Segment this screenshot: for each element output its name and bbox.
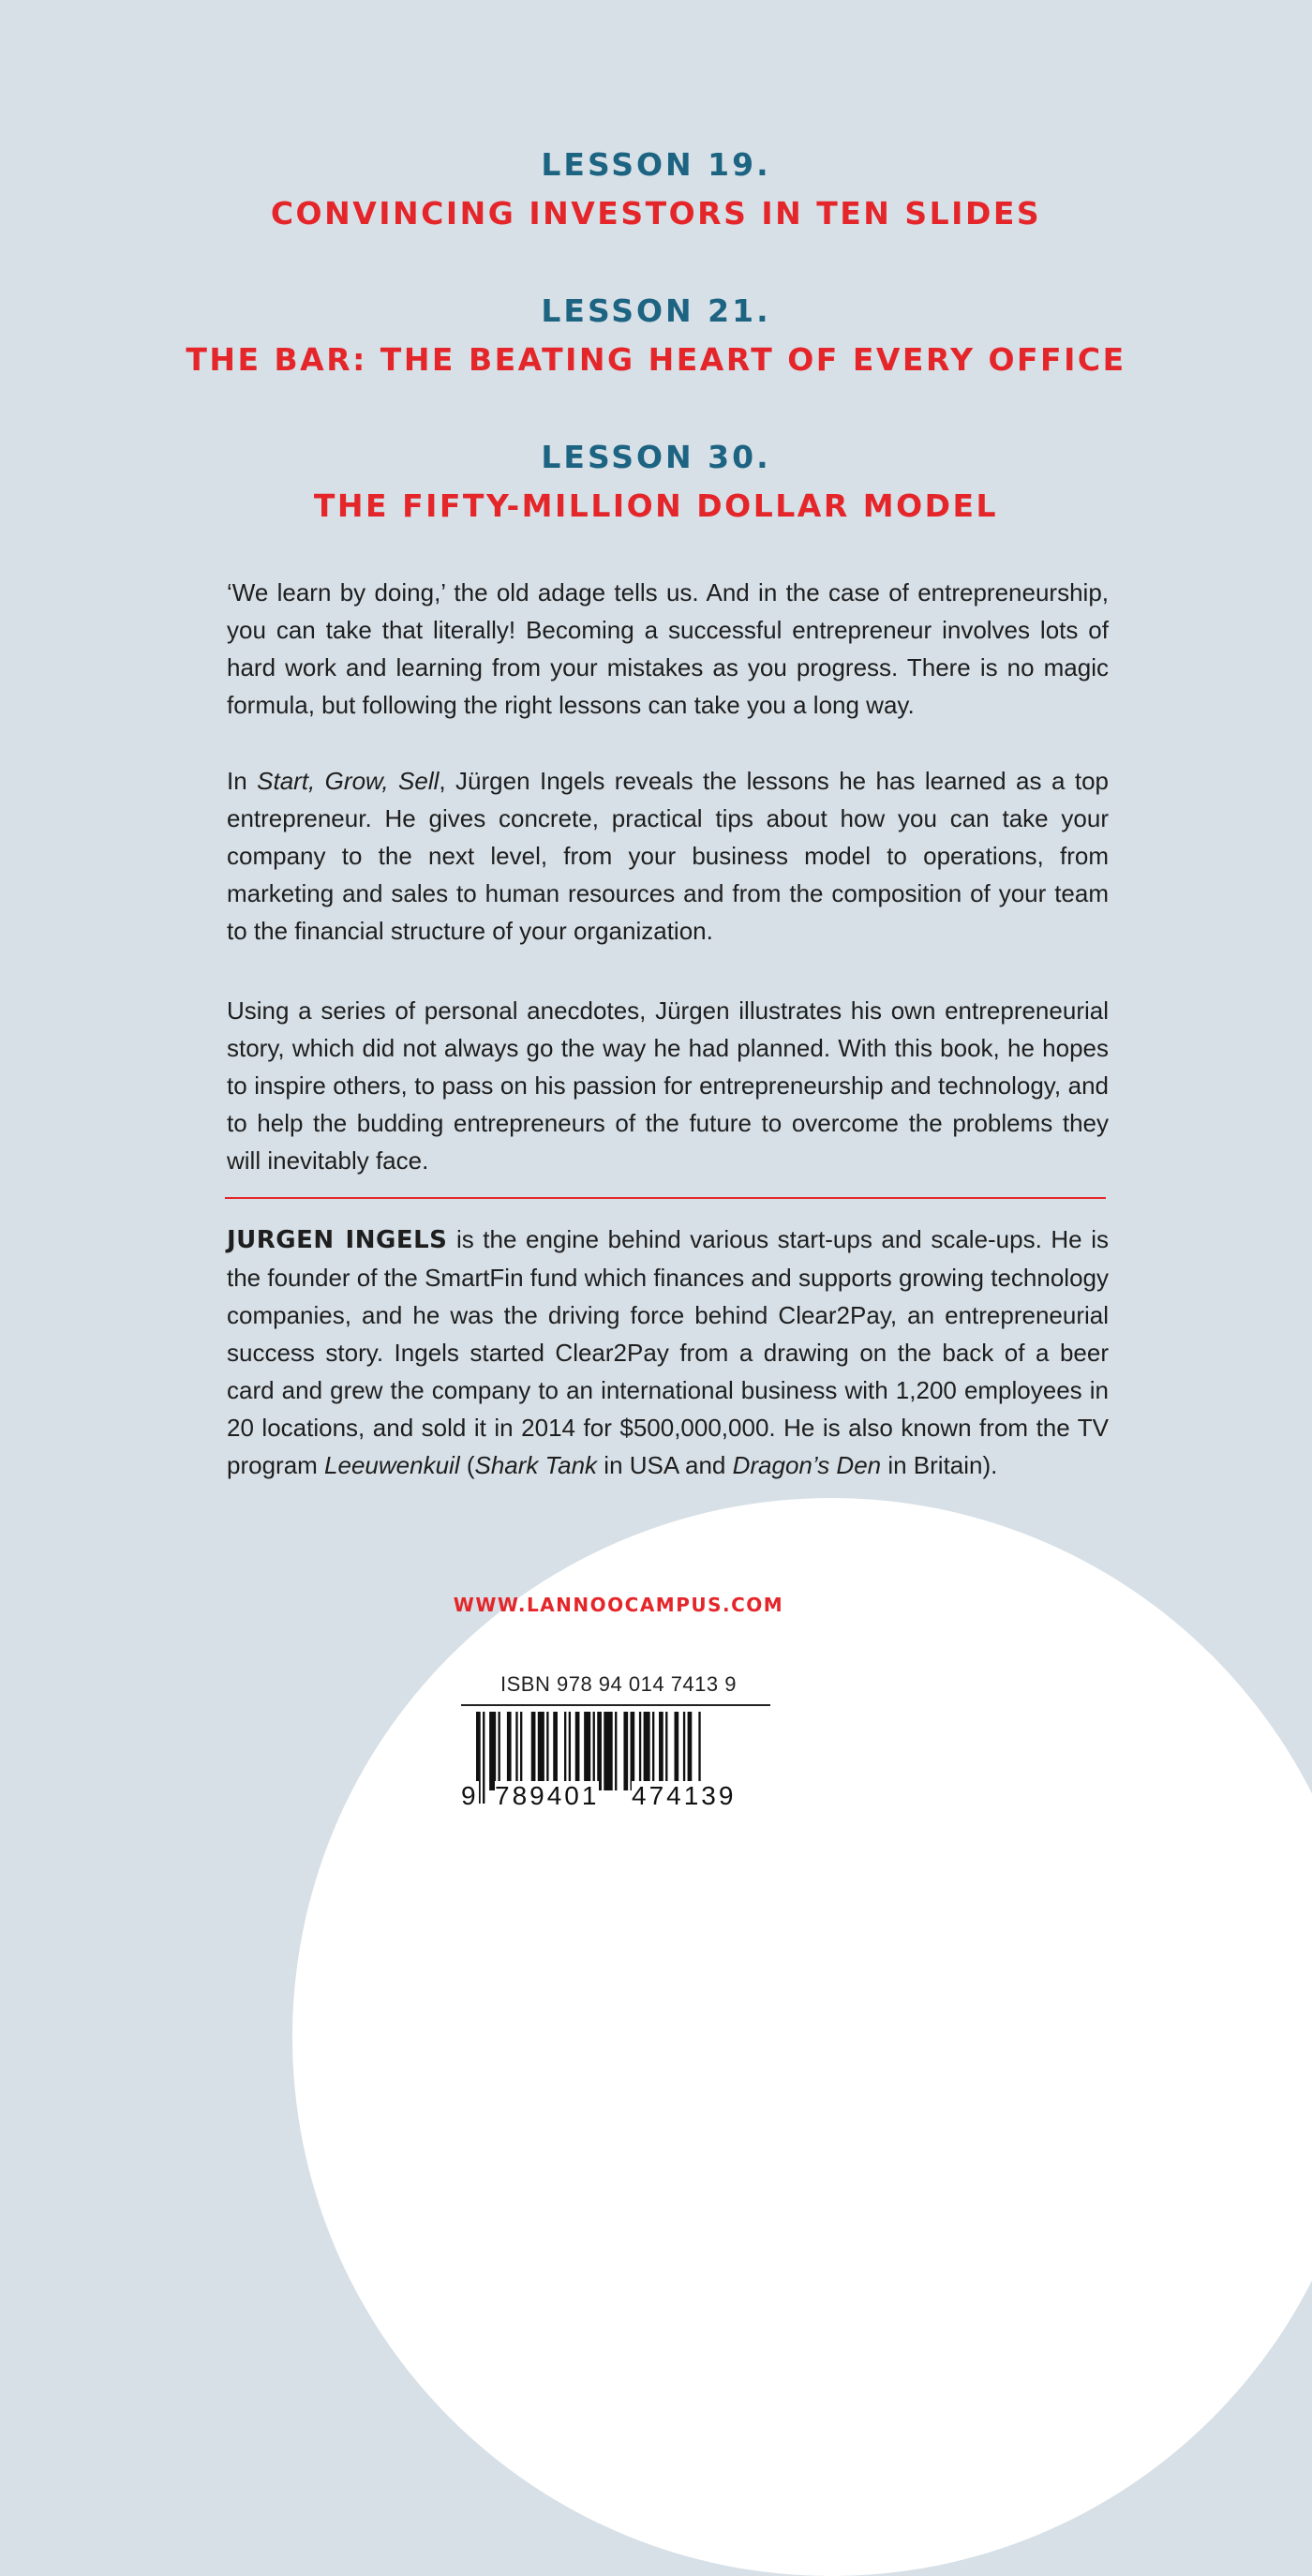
blurb-paragraph-2: [227, 762, 1109, 950]
bio-text: is the engine behind various start-ups and scale-ups. He is the founder of the SmartFin fund which finances and supports growing technology companies, and he was the driving force behind Clear2Pay, an entrepreneurial success story. Ingels started Clear2Pay from a drawing on the back of a beer card and grew the company to an international business with 1,200 employees in 20 locations, and sold it in 2014 for $500,000,000. He is also known from the TV program: [227, 1225, 1109, 1479]
lesson-title: THE FIFTY-MILLION DOLLAR MODEL: [313, 487, 999, 524]
lesson-heading-30: [0, 437, 1312, 529]
show-title: Shark Tank: [474, 1451, 598, 1479]
lesson-title: CONVINCING INVESTORS IN TEN SLIDES: [270, 195, 1042, 232]
lesson-heading-19: [0, 144, 1312, 236]
bio-text: (: [459, 1451, 475, 1479]
tv-program: Leeuwenkuil: [324, 1451, 460, 1479]
author-name: JURGEN INGELS: [227, 1226, 448, 1254]
paragraph-text: , Jürgen Ingels reveals the lessons he has learned as a top entrepreneur. He gives concrete, practical tips about how you can take your company to the next level, from your business model to operations, from marketing and sales to human resources and from the composition of your team to the financial structure of your organization.: [227, 767, 1109, 945]
lesson-number: LESSON 19.: [541, 146, 771, 183]
lesson-heading-21: [0, 291, 1312, 382]
barcode-digits-left: 789401: [495, 1781, 600, 1810]
bio-text: in USA and: [597, 1451, 733, 1479]
author-bio: [227, 1221, 1109, 1484]
show-title: Dragon’s Den: [732, 1451, 882, 1479]
lesson-number: LESSON 21.: [541, 292, 771, 329]
blurb-paragraph-1: ‘We learn by doing,’ the old adage tells us. And in the case of entrepreneurship, you can take that literally! Becoming a successful entrepreneur involves lots of hard work and learning from your mistakes as you progress. There is no magic formula, but following the right lessons can take you a long way.: [227, 578, 1109, 719]
barcode-digit-first: 9: [461, 1781, 479, 1810]
section-divider: [225, 1197, 1106, 1199]
bio-text: in Britain).: [881, 1451, 998, 1479]
isbn-label: ISBN 978 94 014 7413 9: [500, 1672, 737, 1696]
barcode-digits: [461, 1781, 770, 1815]
barcode-digits-right: 474139: [632, 1781, 737, 1810]
lesson-number: LESSON 30.: [541, 439, 771, 475]
publisher-website[interactable]: WWW.LANNOOCAMPUS.COM: [453, 1594, 784, 1616]
blurb-paragraph-3: Using a series of personal anecdotes, Jürgen illustrates his own entrepreneurial story, which did not always go the way he had planned. With this book, he hopes to inspire others, to pass on his passion for entrepreneurship and technology, and to help the budding entrepreneurs of the future to overcome the problems they will inevitably face.: [227, 996, 1109, 1175]
book-title: Start, Grow, Sell: [257, 767, 440, 795]
lesson-title: THE BAR: THE BEATING HEART OF EVERY OFFICE: [186, 341, 1126, 378]
paragraph-prefix: In: [227, 767, 258, 795]
white-curve-shape: [292, 1498, 1312, 2576]
